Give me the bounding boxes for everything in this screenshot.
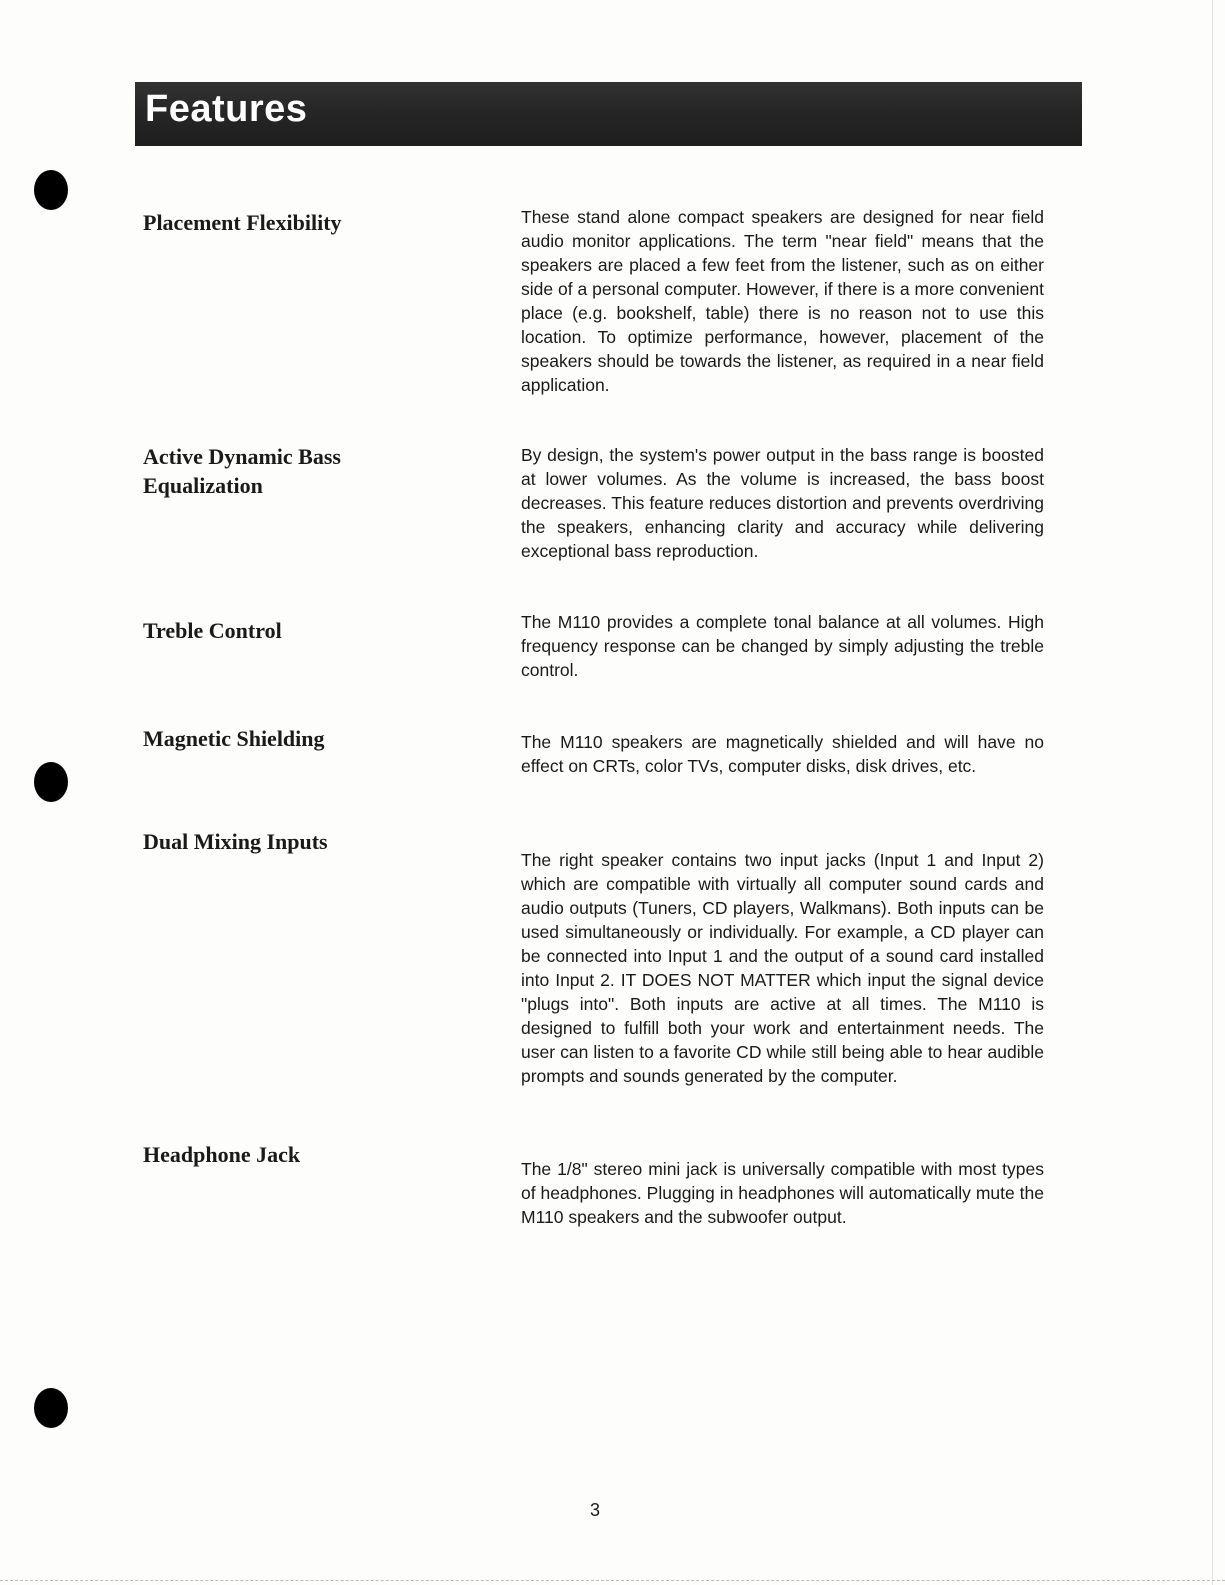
heading-treble-control: Treble Control xyxy=(143,618,282,643)
binder-hole-middle xyxy=(34,762,68,802)
heading-magnetic-shielding: Magnetic Shielding xyxy=(143,726,325,751)
heading-dual-mixing-inputs: Dual Mixing Inputs xyxy=(143,829,328,854)
body-treble-control: The M110 provides a complete tonal balance at all volumes. High frequency response can be changed by simply adjusting the treble control. xyxy=(521,612,1044,680)
page-number: 3 xyxy=(590,1500,601,1520)
heading-headphone-jack: Headphone Jack xyxy=(143,1142,301,1167)
binder-hole-top xyxy=(34,170,68,210)
binder-hole-bottom xyxy=(34,1388,68,1428)
scan-edge-right xyxy=(1212,0,1213,1585)
heading-placement-flexibility: Placement Flexibility xyxy=(143,210,342,235)
page-title: Features xyxy=(145,88,308,130)
body-placement-flexibility: These stand alone compact speakers are designed for near field audio monitor applications. The term "near field" means that the speakers are placed a few feet from the listener, such as on either side of a personal computer. However, if there is a more convenient place (e.g. bookshelf, table) there is no reason not to use this location. To optimize performance, however, placement of the speakers should be towards the listener, as required in a near field application. xyxy=(521,207,1044,395)
scan-edge-bottom xyxy=(0,1580,1225,1582)
body-active-dynamic-bass-equalization: By design, the system's power output in the bass range is boosted at lower volumes. As the volume is increased, the bass boost decreases. This feature reduces distortion and prevents overdriving the speakers, enhancing clarity and accuracy while delivering exceptional bass reproduction. xyxy=(521,445,1044,561)
features-header-bar xyxy=(135,82,1082,146)
heading-active-dynamic-bass-equalization: Active Dynamic Bass Equalization xyxy=(143,444,341,498)
body-headphone-jack: The 1/8" stereo mini jack is universally compatible with most types of headphones. Plugging in headphones will automatically mute the M110 speakers and the subwoofer output. xyxy=(521,1159,1044,1227)
body-dual-mixing-inputs: The right speaker contains two input jacks (Input 1 and Input 2) which are compatible with virtually all computer sound cards and audio outputs (Tuners, CD players, Walkmans). Both inputs can be used simultaneously or individually. For example, a CD player can be connected into Input 1 and the output of a sound card installed into Input 2. IT DOES NOT MATTER which input the signal device "plugs into". Both inputs are active at all times. The M110 is designed to fulfill both your work and entertainment needs. The user can listen to a favorite CD while still being able to hear audible prompts and sounds generated by the computer. xyxy=(521,850,1044,1086)
body-magnetic-shielding: The M110 speakers are magnetically shielded and will have no effect on CRTs, color TVs, computer disks, disk drives, etc. xyxy=(521,732,1044,776)
